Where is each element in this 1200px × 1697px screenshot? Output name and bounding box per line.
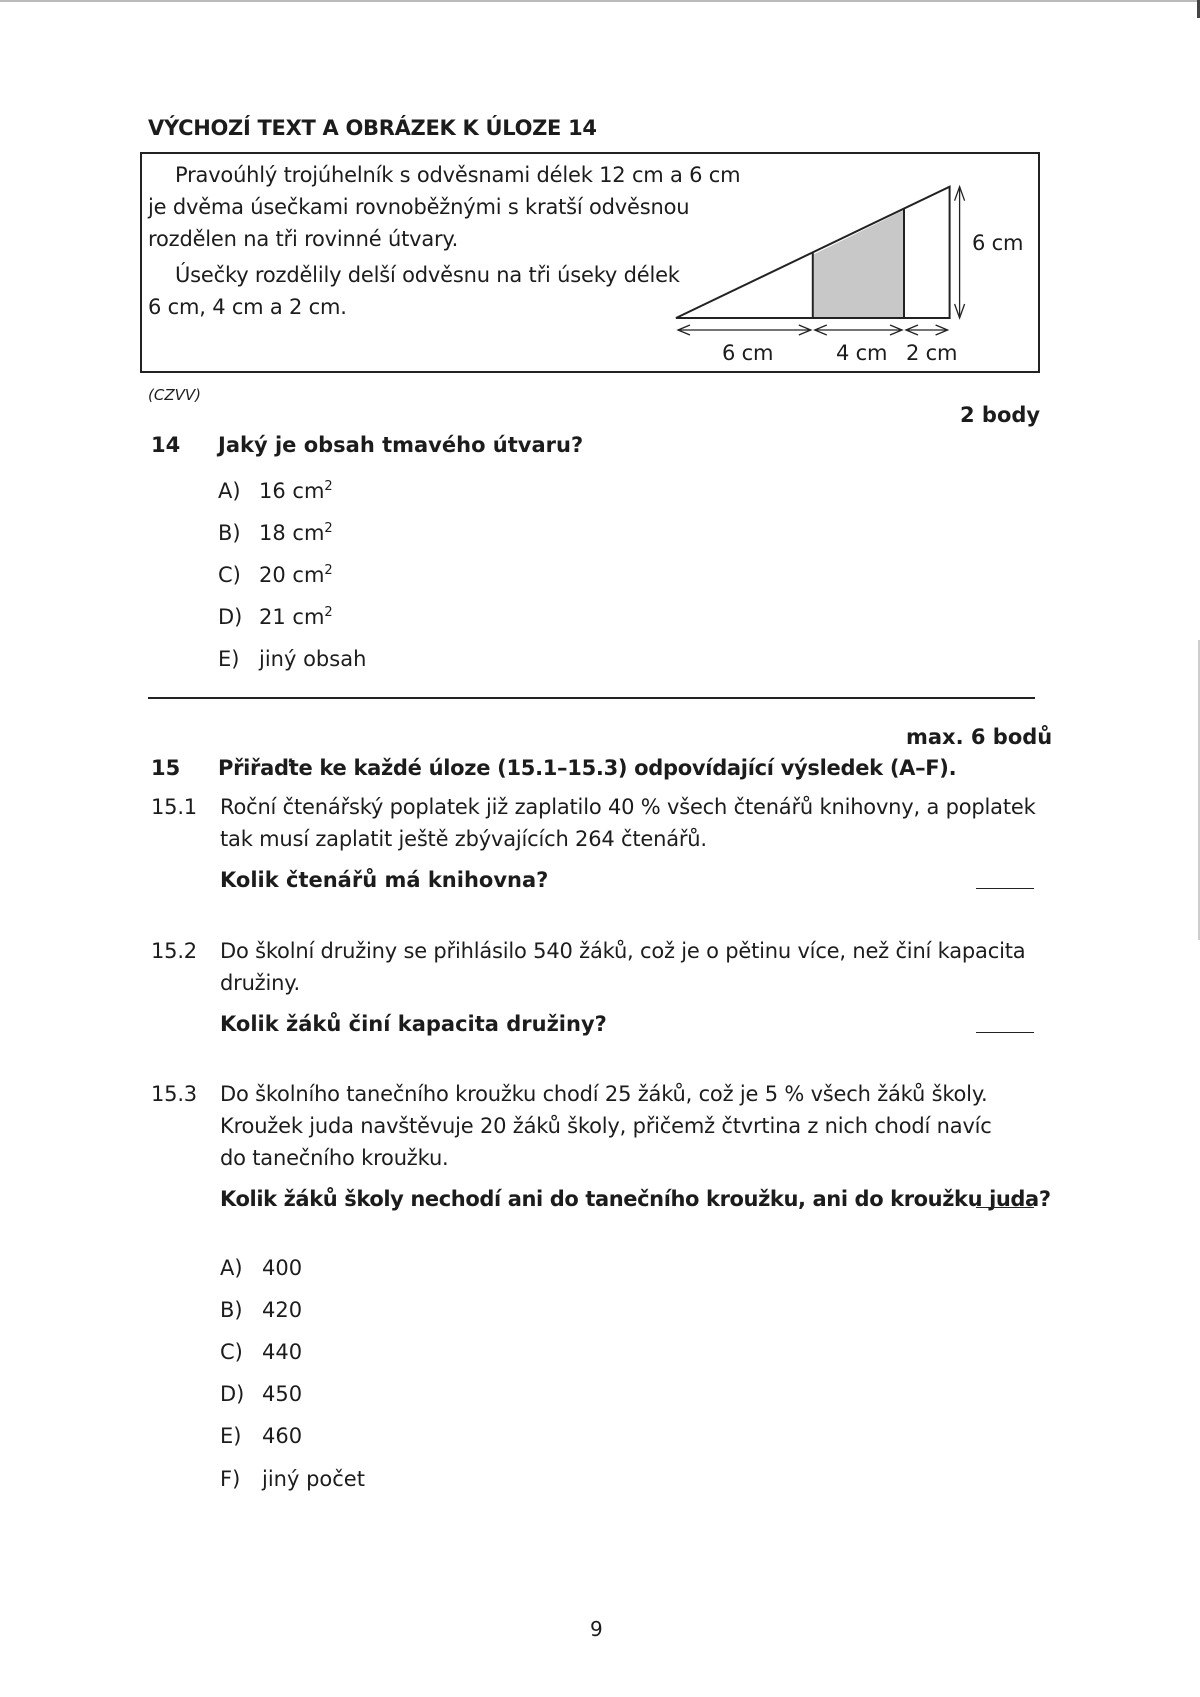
q15-option-c-letter[interactable]: C)	[220, 1340, 243, 1364]
dimension-arrows	[678, 325, 948, 335]
q15-3-text-line-3: do tanečního kroužku.	[220, 1146, 449, 1170]
q15-3-number: 15.3	[151, 1082, 197, 1106]
q15-instruction: Přiřaďte ke každé úloze (15.1–15.3) odpovídající výsledek (A–F).	[218, 756, 957, 780]
q15-1-text-line-2: tak musí zaplatit ještě zbývajících 264 čtenářů.	[220, 827, 707, 851]
intro-line-1: Pravoúhlý trojúhelník s odvěsnami délek 12 cm a 6 cm	[175, 163, 741, 187]
q15-option-e-letter[interactable]: E)	[220, 1424, 242, 1448]
intro-line-2: je dvěma úsečkami rovnoběžnými s kratší odvěsnou	[148, 195, 690, 219]
q14-question: Jaký je obsah tmavého útvaru?	[218, 433, 584, 457]
q14-points: 2 body	[960, 403, 1041, 427]
q14-option-d[interactable]: 21 $cm^2$	[259, 605, 333, 629]
q15-option-a-letter[interactable]: A)	[220, 1256, 243, 1280]
q14-option-a-letter[interactable]: A)	[218, 479, 241, 503]
segment-label-3: 2 cm	[906, 341, 958, 365]
q15-3-text-line-1: Do školního tanečního kroužku chodí 25 žáků, což je 5 % všech žáků školy.	[220, 1082, 988, 1106]
q14-option-e[interactable]: jiný obsah	[259, 647, 367, 671]
q15-1-answer-blank[interactable]	[976, 888, 1034, 889]
segment-label-2: 4 cm	[836, 341, 888, 365]
q15-option-f[interactable]: jiný počet	[262, 1467, 365, 1491]
intro-line-3: rozdělen na tři rovinné útvary.	[148, 227, 459, 251]
q15-number: 15	[151, 756, 181, 780]
q15-1-question: Kolik čtenářů má knihovna?	[220, 868, 549, 892]
q14-option-b[interactable]: 18 $cm^2$	[259, 521, 333, 545]
q15-3-question: Kolik žáků školy nechodí ani do tanečního kroužku, ani do kroužku juda?	[220, 1187, 1051, 1211]
q15-3-answer-blank[interactable]	[976, 1207, 1034, 1208]
segment-label-1: 6 cm	[722, 341, 774, 365]
q14-option-d-letter[interactable]: D)	[218, 605, 243, 629]
q15-option-d[interactable]: 450	[262, 1382, 303, 1406]
q15-option-a[interactable]: 400	[262, 1256, 303, 1280]
intro-line-5: 6 cm, 4 cm a 2 cm.	[148, 295, 347, 319]
q14-number: 14	[151, 433, 181, 457]
q14-option-b-letter[interactable]: B)	[218, 521, 241, 545]
q15-2-question: Kolik žáků činí kapacita družiny?	[220, 1012, 607, 1036]
q14-option-c-letter[interactable]: C)	[218, 563, 241, 587]
q15-option-b[interactable]: 420	[262, 1298, 303, 1322]
q15-2-answer-blank[interactable]	[976, 1032, 1034, 1033]
q15-2-text-line-1: Do školní družiny se přihlásilo 540 žáků, což je o pětinu více, než činí kapacita	[220, 939, 1026, 963]
q15-points: max. 6 bodů	[906, 725, 1053, 749]
q15-option-b-letter[interactable]: B)	[220, 1298, 243, 1322]
shaded-region	[814, 211, 903, 317]
intro-line-4: Úsečky rozdělily delší odvěsnu na tři úseky délek	[175, 263, 680, 287]
q15-option-e[interactable]: 460	[262, 1424, 303, 1448]
page-number: 9	[590, 1617, 603, 1641]
q15-3-text-line-2: Kroužek juda navštěvuje 20 žáků školy, přičemž čtvrtina z nich chodí navíc	[220, 1114, 992, 1138]
section-divider	[148, 697, 1035, 699]
source-credit: (CZVV)	[148, 386, 201, 404]
height-label: 6 cm	[972, 231, 1024, 255]
q15-1-number: 15.1	[151, 795, 197, 819]
q15-option-c[interactable]: 440	[262, 1340, 303, 1364]
q15-1-text-line-1: Roční čtenářský poplatek již zaplatilo 40 % všech čtenářů knihovny, a poplatek	[220, 795, 1036, 819]
q15-option-d-letter[interactable]: D)	[220, 1382, 245, 1406]
q15-2-number: 15.2	[151, 939, 197, 963]
q14-option-e-letter[interactable]: E)	[218, 647, 240, 671]
q15-2-text-line-2: družiny.	[220, 971, 300, 995]
q15-option-f-letter[interactable]: F)	[220, 1467, 241, 1491]
intro-heading: VÝCHOZÍ TEXT A OBRÁZEK K ÚLOZE 14	[148, 116, 597, 140]
height-dimension-arrow	[955, 187, 965, 318]
q14-option-c[interactable]: 20 $cm^2$	[259, 563, 333, 587]
q14-option-a[interactable]: 16 $cm^2$	[259, 479, 333, 503]
scan-edge-top	[0, 0, 1200, 2]
